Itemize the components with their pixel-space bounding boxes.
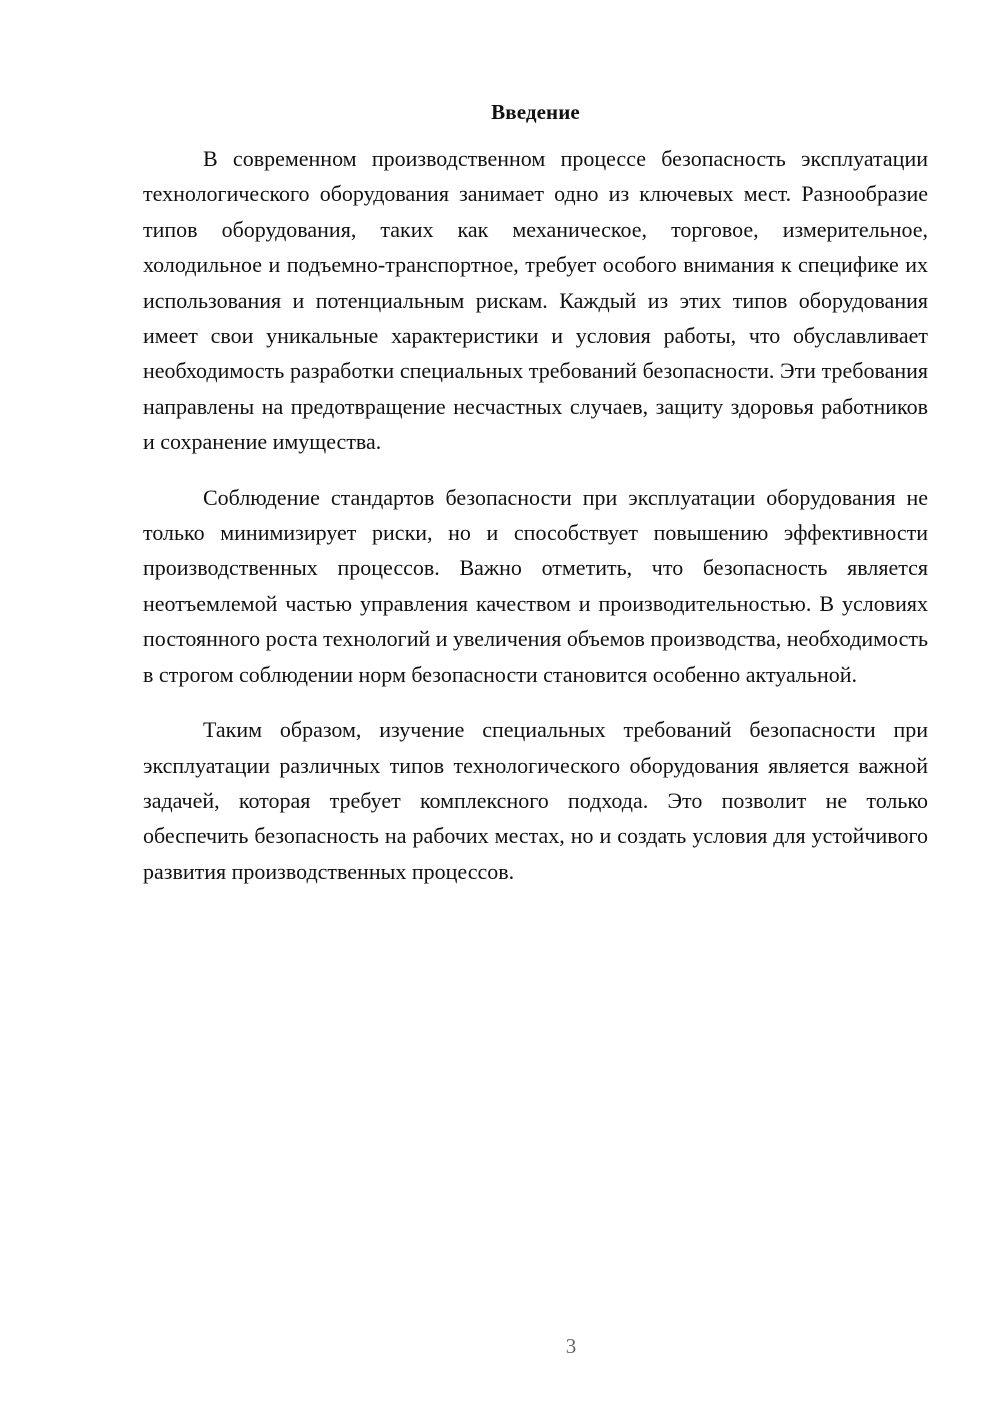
paragraph: Соблюдение стандартов безопасности при эксплуатации оборудования не только минимизирует риски, но и способствует повышению эффективности производственных процессов. Важно отметить, что безопасность является неотъемлемой частью управления качеством и производительностью. В условиях постоянного роста технологий и увеличения объемов производства, необходимость в строгом соблюдении норм безопасности становится особенно актуальной.: [143, 484, 928, 687]
paragraph: В современном производственном процессе безопасность эксплуатации технологического оборудования занимает одно из ключевых мест. Разнообразие типов оборудования, таких как механическое, торговое, измерительное, холодильное и подъемно-транспортное, требует особого внимания к специфике их использования и потенциальным рискам. Каждый из этих типов оборудования имеет свои уникальные характеристики и условия работы, что обуславливает необходимость разработки специальных требований безопасности. Эти требования направлены на предотвращение несчастных случаев, защиту здоровья работников и сохранение имущества.: [143, 146, 928, 455]
paragraph: Таким образом, изучение специальных требований безопасности при эксплуатации различных типов технологического оборудования является важной задачей, которая требует комплексного подхода. Это позволит не только обеспечить безопасность на рабочих местах, но и создать условия для устойчивого развития производственных процессов.: [143, 717, 928, 884]
body-text: [143, 141, 928, 909]
section-heading: Введение: [491, 100, 580, 124]
page-number: 3: [565, 1334, 577, 1358]
